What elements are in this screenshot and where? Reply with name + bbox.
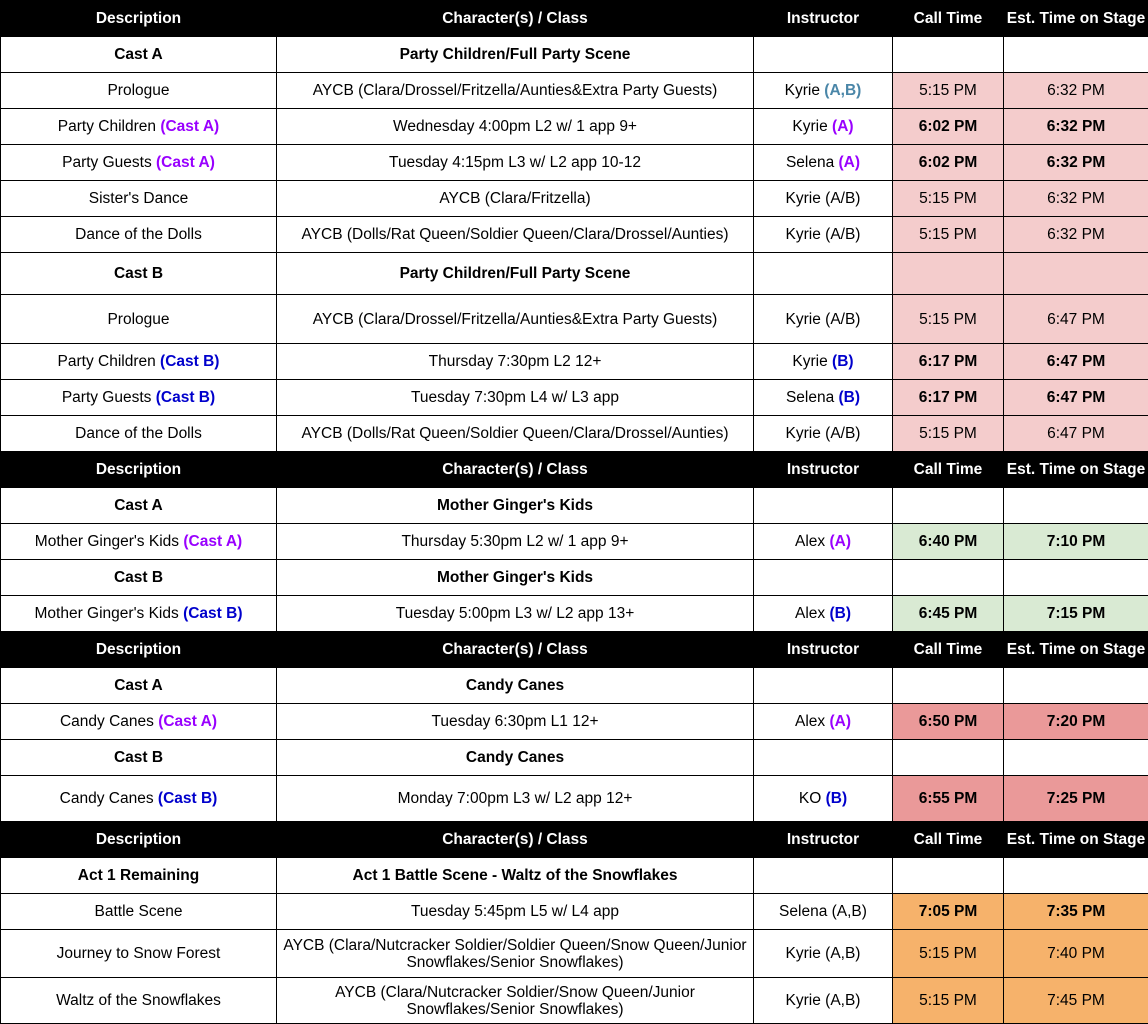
characters-cell: AYCB (Clara/Fritzella) — [277, 181, 754, 217]
cast-tag: (Cast A) — [156, 154, 215, 171]
header-row — [1, 632, 1148, 668]
empty-cell — [893, 668, 1004, 704]
est-time-cell: 7:10 PM — [1004, 524, 1148, 560]
instructor-cell: Kyrie (A/B) — [754, 416, 893, 452]
table-row — [1, 416, 1148, 452]
table-row — [1, 145, 1148, 181]
cast-tag: (B) — [839, 389, 861, 406]
cast-tag: (Cast B) — [183, 605, 242, 622]
cast-tag: (A) — [832, 118, 854, 135]
cast-tag: (Cast B) — [160, 353, 219, 370]
cast-heading-row — [1, 858, 1148, 894]
table-row — [1, 73, 1148, 109]
est-time-cell: 6:47 PM — [1004, 344, 1148, 380]
empty-cell — [893, 253, 1004, 295]
empty-cell — [754, 740, 893, 776]
cast-heading-row — [1, 488, 1148, 524]
header-instructor: Instructor — [754, 452, 893, 488]
call-time-cell: 6:50 PM — [893, 704, 1004, 740]
characters-cell: Wednesday 4:00pm L2 w/ 1 app 9+ — [277, 109, 754, 145]
call-time-cell: 5:15 PM — [893, 295, 1004, 344]
instructor-name: Selena — [786, 154, 834, 171]
cast-tag: (A) — [829, 533, 851, 550]
est-time-cell: 6:47 PM — [1004, 295, 1148, 344]
characters-cell: Thursday 7:30pm L2 12+ — [277, 344, 754, 380]
cast-heading-row — [1, 740, 1148, 776]
description-cell — [1, 524, 277, 560]
est-time-cell: 6:32 PM — [1004, 217, 1148, 253]
empty-cell — [1004, 740, 1148, 776]
table-row — [1, 978, 1148, 1024]
call-time-cell: 5:15 PM — [893, 930, 1004, 978]
description-cell: Dance of the Dolls — [1, 217, 277, 253]
cast-tag: (Cast B) — [156, 389, 215, 406]
description-cell: Dance of the Dolls — [1, 416, 277, 452]
header-characters: Character(s) / Class — [277, 1, 754, 37]
description-cell: Battle Scene — [1, 894, 277, 930]
empty-cell — [754, 560, 893, 596]
instructor-name: Alex — [795, 713, 825, 730]
description-text: Candy Canes — [60, 790, 154, 807]
empty-cell — [893, 37, 1004, 73]
characters-cell: Tuesday 6:30pm L1 12+ — [277, 704, 754, 740]
est-time-cell: 7:45 PM — [1004, 978, 1148, 1024]
cast-tag: (Cast A) — [160, 118, 219, 135]
instructor-cell — [754, 380, 893, 416]
call-time-cell: 5:15 PM — [893, 181, 1004, 217]
characters-cell: Monday 7:00pm L3 w/ L2 app 12+ — [277, 776, 754, 822]
cast-label: Cast A — [1, 668, 277, 704]
header-row — [1, 452, 1148, 488]
description-cell: Journey to Snow Forest — [1, 930, 277, 978]
instructor-name: Kyrie — [792, 118, 827, 135]
description-text: Party Guests — [62, 154, 152, 171]
characters-cell: Tuesday 4:15pm L3 w/ L2 app 10-12 — [277, 145, 754, 181]
instructor-cell — [754, 73, 893, 109]
table-row — [1, 344, 1148, 380]
description-cell: Prologue — [1, 295, 277, 344]
characters-cell: Thursday 5:30pm L2 w/ 1 app 9+ — [277, 524, 754, 560]
cast-tag: (B) — [829, 605, 851, 622]
header-call-time: Call Time — [893, 1, 1004, 37]
description-text: Mother Ginger's Kids — [35, 533, 179, 550]
scene-label: Candy Canes — [277, 740, 754, 776]
description-cell — [1, 596, 277, 632]
scene-label: Act 1 Battle Scene - Waltz of the Snowflakes — [277, 858, 754, 894]
cast-label: Cast A — [1, 488, 277, 524]
est-time-cell: 7:25 PM — [1004, 776, 1148, 822]
instructor-cell: Kyrie (A/B) — [754, 181, 893, 217]
table-row — [1, 930, 1148, 978]
header-est-time: Est. Time on Stage — [1004, 452, 1148, 488]
scene-label: Candy Canes — [277, 668, 754, 704]
empty-cell — [754, 37, 893, 73]
empty-cell — [1004, 858, 1148, 894]
header-instructor: Instructor — [754, 1, 893, 37]
cast-label: Act 1 Remaining — [1, 858, 277, 894]
call-time-cell: 6:55 PM — [893, 776, 1004, 822]
instructor-name: Kyrie — [785, 82, 820, 99]
table-row — [1, 380, 1148, 416]
description-cell — [1, 704, 277, 740]
instructor-cell — [754, 109, 893, 145]
table-row — [1, 295, 1148, 344]
description-cell — [1, 776, 277, 822]
empty-cell — [1004, 560, 1148, 596]
empty-cell — [1004, 37, 1148, 73]
cast-heading-row — [1, 668, 1148, 704]
instructor-cell — [754, 145, 893, 181]
call-time-cell: 6:02 PM — [893, 145, 1004, 181]
header-est-time: Est. Time on Stage — [1004, 632, 1148, 668]
description-text: Mother Ginger's Kids — [35, 605, 179, 622]
characters-cell: AYCB (Clara/Nutcracker Soldier/Snow Queen/Junior Snowflakes/Senior Snowflakes) — [277, 978, 754, 1024]
description-cell — [1, 109, 277, 145]
empty-cell — [893, 560, 1004, 596]
header-row — [1, 822, 1148, 858]
table-row — [1, 704, 1148, 740]
scene-label: Party Children/Full Party Scene — [277, 253, 754, 295]
cast-label: Cast A — [1, 37, 277, 73]
description-text: Party Children — [58, 118, 156, 135]
est-time-cell: 6:47 PM — [1004, 380, 1148, 416]
header-characters: Character(s) / Class — [277, 822, 754, 858]
cast-heading-row — [1, 560, 1148, 596]
est-time-cell: 7:20 PM — [1004, 704, 1148, 740]
empty-cell — [1004, 668, 1148, 704]
characters-cell: Tuesday 5:00pm L3 w/ L2 app 13+ — [277, 596, 754, 632]
description-text: Party Children — [58, 353, 156, 370]
header-call-time: Call Time — [893, 452, 1004, 488]
instructor-cell — [754, 776, 893, 822]
cast-tag: (A) — [829, 713, 851, 730]
characters-cell: AYCB (Clara/Drossel/Fritzella/Aunties&Extra Party Guests) — [277, 295, 754, 344]
est-time-cell: 7:15 PM — [1004, 596, 1148, 632]
call-time-cell: 6:45 PM — [893, 596, 1004, 632]
instructor-name: KO — [799, 790, 821, 807]
table-row — [1, 217, 1148, 253]
est-time-cell: 6:47 PM — [1004, 416, 1148, 452]
empty-cell — [1004, 253, 1148, 295]
instructor-name: Kyrie — [792, 353, 827, 370]
description-cell: Waltz of the Snowflakes — [1, 978, 277, 1024]
header-instructor: Instructor — [754, 632, 893, 668]
header-instructor: Instructor — [754, 822, 893, 858]
header-description: Description — [1, 1, 277, 37]
header-est-time: Est. Time on Stage — [1004, 1, 1148, 37]
instructor-cell: Kyrie (A,B) — [754, 978, 893, 1024]
empty-cell — [1004, 488, 1148, 524]
cast-tag: (A) — [839, 154, 861, 171]
description-cell — [1, 380, 277, 416]
empty-cell — [893, 488, 1004, 524]
cast-heading-row — [1, 253, 1148, 295]
cast-tag: (B) — [832, 353, 854, 370]
est-time-cell: 6:32 PM — [1004, 109, 1148, 145]
call-time-cell: 5:15 PM — [893, 217, 1004, 253]
cast-tag: (B) — [826, 790, 848, 807]
header-description: Description — [1, 822, 277, 858]
table-row — [1, 524, 1148, 560]
call-time-cell: 6:17 PM — [893, 380, 1004, 416]
instructor-name: Alex — [795, 605, 825, 622]
instructor-cell: Kyrie (A/B) — [754, 295, 893, 344]
est-time-cell: 6:32 PM — [1004, 73, 1148, 109]
header-description: Description — [1, 452, 277, 488]
empty-cell — [893, 740, 1004, 776]
instructor-cell — [754, 524, 893, 560]
table-row — [1, 109, 1148, 145]
characters-cell: AYCB (Dolls/Rat Queen/Soldier Queen/Clara/Drossel/Aunties) — [277, 217, 754, 253]
instructor-cell: Selena (A,B) — [754, 894, 893, 930]
call-time-cell: 5:15 PM — [893, 978, 1004, 1024]
call-time-cell: 6:17 PM — [893, 344, 1004, 380]
characters-cell: Tuesday 7:30pm L4 w/ L3 app — [277, 380, 754, 416]
description-text: Party Guests — [62, 389, 152, 406]
cast-label: Cast B — [1, 740, 277, 776]
empty-cell — [754, 668, 893, 704]
call-time-cell: 5:15 PM — [893, 416, 1004, 452]
cast-tag: (Cast B) — [158, 790, 217, 807]
characters-cell: AYCB (Clara/Drossel/Fritzella/Aunties&Extra Party Guests) — [277, 73, 754, 109]
instructor-name: Alex — [795, 533, 825, 550]
cast-label: Cast B — [1, 560, 277, 596]
instructor-cell: Kyrie (A/B) — [754, 217, 893, 253]
table-row — [1, 776, 1148, 822]
table-row — [1, 596, 1148, 632]
characters-cell: AYCB (Clara/Nutcracker Soldier/Soldier Queen/Snow Queen/Junior Snowflakes/Senior Snowflakes) — [277, 930, 754, 978]
table-row — [1, 894, 1148, 930]
header-row — [1, 1, 1148, 37]
cast-label: Cast B — [1, 253, 277, 295]
cast-heading-row — [1, 37, 1148, 73]
header-characters: Character(s) / Class — [277, 632, 754, 668]
instructor-cell: Kyrie (A,B) — [754, 930, 893, 978]
header-characters: Character(s) / Class — [277, 452, 754, 488]
instructor-cell — [754, 344, 893, 380]
empty-cell — [893, 858, 1004, 894]
description-text: Candy Canes — [60, 713, 154, 730]
est-time-cell: 7:40 PM — [1004, 930, 1148, 978]
est-time-cell: 6:32 PM — [1004, 145, 1148, 181]
instructor-cell — [754, 596, 893, 632]
scene-label: Mother Ginger's Kids — [277, 488, 754, 524]
table-row — [1, 181, 1148, 217]
header-est-time: Est. Time on Stage — [1004, 822, 1148, 858]
call-time-cell: 6:40 PM — [893, 524, 1004, 560]
header-description: Description — [1, 632, 277, 668]
empty-cell — [754, 488, 893, 524]
est-time-cell: 7:35 PM — [1004, 894, 1148, 930]
cast-tag: (Cast A) — [183, 533, 242, 550]
characters-cell: AYCB (Dolls/Rat Queen/Soldier Queen/Clara/Drossel/Aunties) — [277, 416, 754, 452]
characters-cell: Tuesday 5:45pm L5 w/ L4 app — [277, 894, 754, 930]
call-time-cell: 6:02 PM — [893, 109, 1004, 145]
header-call-time: Call Time — [893, 822, 1004, 858]
cast-tag: (Cast A) — [158, 713, 217, 730]
description-cell — [1, 145, 277, 181]
scene-label: Party Children/Full Party Scene — [277, 37, 754, 73]
call-time-cell: 5:15 PM — [893, 73, 1004, 109]
description-cell: Prologue — [1, 73, 277, 109]
empty-cell — [754, 858, 893, 894]
scene-label: Mother Ginger's Kids — [277, 560, 754, 596]
header-call-time: Call Time — [893, 632, 1004, 668]
empty-cell — [754, 253, 893, 295]
est-time-cell: 6:32 PM — [1004, 181, 1148, 217]
description-cell: Sister's Dance — [1, 181, 277, 217]
cast-tag: (A,B) — [824, 82, 861, 99]
description-cell — [1, 344, 277, 380]
call-time-cell: 7:05 PM — [893, 894, 1004, 930]
instructor-name: Selena — [786, 389, 834, 406]
instructor-cell — [754, 704, 893, 740]
